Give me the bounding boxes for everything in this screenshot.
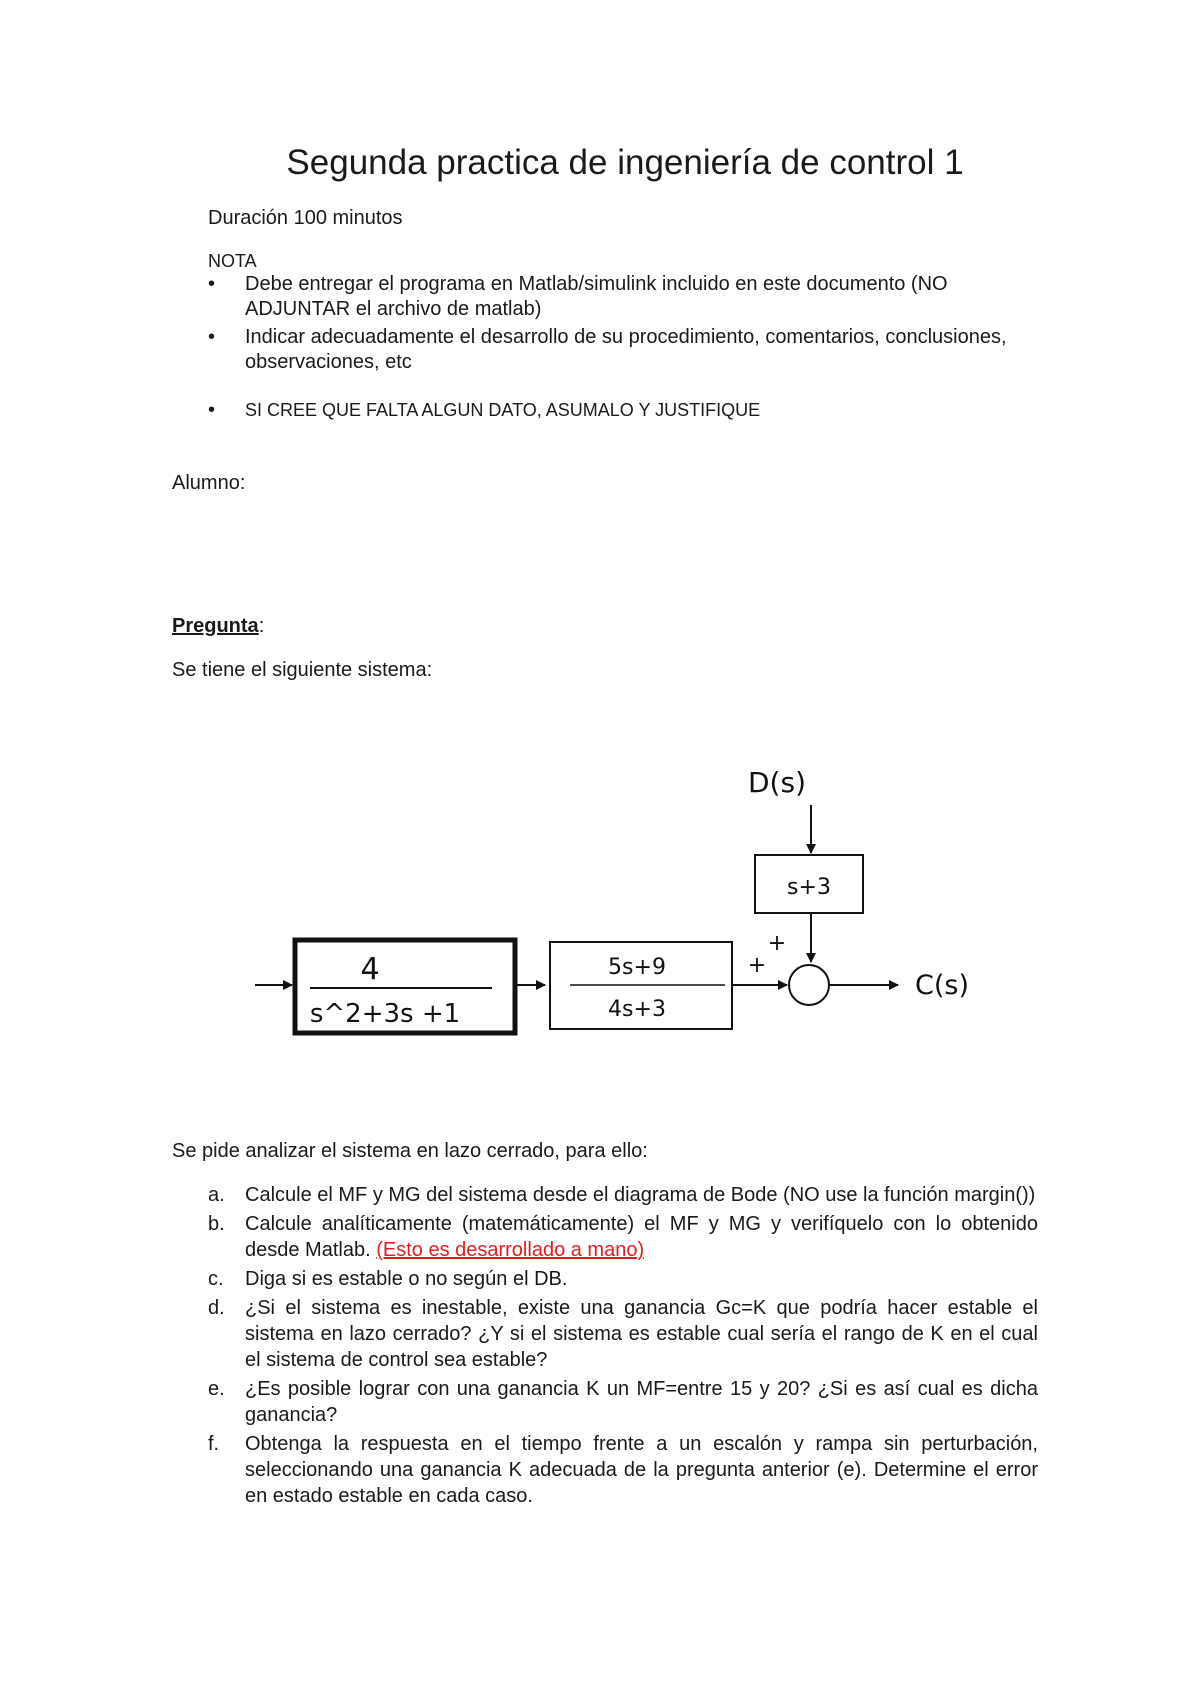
nota-label: NOTA bbox=[208, 251, 257, 271]
question-highlight: (Esto es desarrollado a mano) bbox=[376, 1239, 645, 1261]
summing-junction bbox=[789, 965, 829, 1005]
disturbance-label: D(s) bbox=[748, 766, 806, 799]
alumno-label: Alumno: bbox=[172, 472, 246, 494]
question-marker: d. bbox=[208, 1297, 225, 1319]
intro-text: Se tiene el siguiente sistema: bbox=[172, 659, 433, 681]
question-text: Diga si es estable o no según el DB. bbox=[245, 1268, 568, 1290]
question-text: Calcule analíticamente (matemáticamente) el MF y MG y verifíquelo con lo obtenido desde Matlab. bbox=[245, 1213, 1038, 1261]
block-diagram bbox=[240, 750, 1000, 1050]
question-text: Obtenga la respuesta en el tiempo frente a un escalón y rampa sin perturbación, seleccionando una ganancia K adecuada de la pregunta anterior (e). Determine el error en estado estable en cada caso. bbox=[245, 1433, 1038, 1507]
nota-item: • Debe entregar el programa en Matlab/simulink incluido en este documento (NO ADJUNTAR el archivo de matlab) bbox=[208, 272, 1038, 322]
question-item bbox=[208, 1266, 1038, 1292]
question-text: ¿Es posible lograr con una ganancia K un MF=entre 15 y 20? ¿Si es así cual es dicha ganancia? bbox=[245, 1378, 1038, 1426]
question-item bbox=[208, 1211, 1038, 1263]
document-title: Segunda practica de ingeniería de control 1 bbox=[286, 143, 964, 182]
question-text: ¿Si el sistema es inestable, existe una ganancia Gc=K que podría hacer estable el sistema en lazo cerrado? ¿Y si el sistema es estable cual sería el rango de K en el cual el sistema de control sea estable? bbox=[245, 1297, 1038, 1371]
question-item bbox=[208, 1182, 1038, 1208]
output-label: C(s) bbox=[915, 970, 969, 1001]
controller-numerator: 5s+9 bbox=[608, 955, 666, 980]
pregunta-heading bbox=[172, 613, 264, 639]
question-marker: e. bbox=[208, 1378, 225, 1400]
question-marker: c. bbox=[208, 1268, 224, 1290]
question-item bbox=[208, 1376, 1038, 1428]
question-marker: a. bbox=[208, 1184, 225, 1206]
question-item bbox=[208, 1431, 1038, 1509]
sum-sign-left: + bbox=[747, 953, 767, 978]
plant-numerator: 4 bbox=[360, 952, 380, 987]
duration-text: Duración 100 minutos bbox=[208, 207, 403, 229]
disturbance-block-text: s+3 bbox=[787, 875, 831, 900]
questions-list bbox=[208, 1182, 1038, 1512]
question-text: Calcule el MF y MG del sistema desde el diagrama de Bode (NO use la función margin()) bbox=[245, 1184, 1036, 1206]
question-marker: b. bbox=[208, 1213, 225, 1235]
nota-item: • Indicar adecuadamente el desarrollo de su procedimiento, comentarios, conclusiones, observaciones, etc bbox=[208, 325, 1038, 375]
question-marker: f. bbox=[208, 1433, 220, 1455]
question-item bbox=[208, 1295, 1038, 1373]
controller-denominator: 4s+3 bbox=[608, 997, 666, 1022]
plant-denominator: s^2+3s +1 bbox=[309, 999, 461, 1029]
sum-sign-top: + bbox=[767, 931, 787, 956]
nota-item: • SI CREE QUE FALTA ALGUN DATO, ASUMALO Y JUSTIFIQUE bbox=[208, 398, 1038, 423]
nota-list bbox=[208, 272, 1038, 423]
pregunta-label: Pregunta bbox=[172, 615, 259, 637]
request-text: Se pide analizar el sistema en lazo cerrado, para ello: bbox=[172, 1140, 648, 1162]
pregunta-colon: : bbox=[258, 615, 265, 637]
